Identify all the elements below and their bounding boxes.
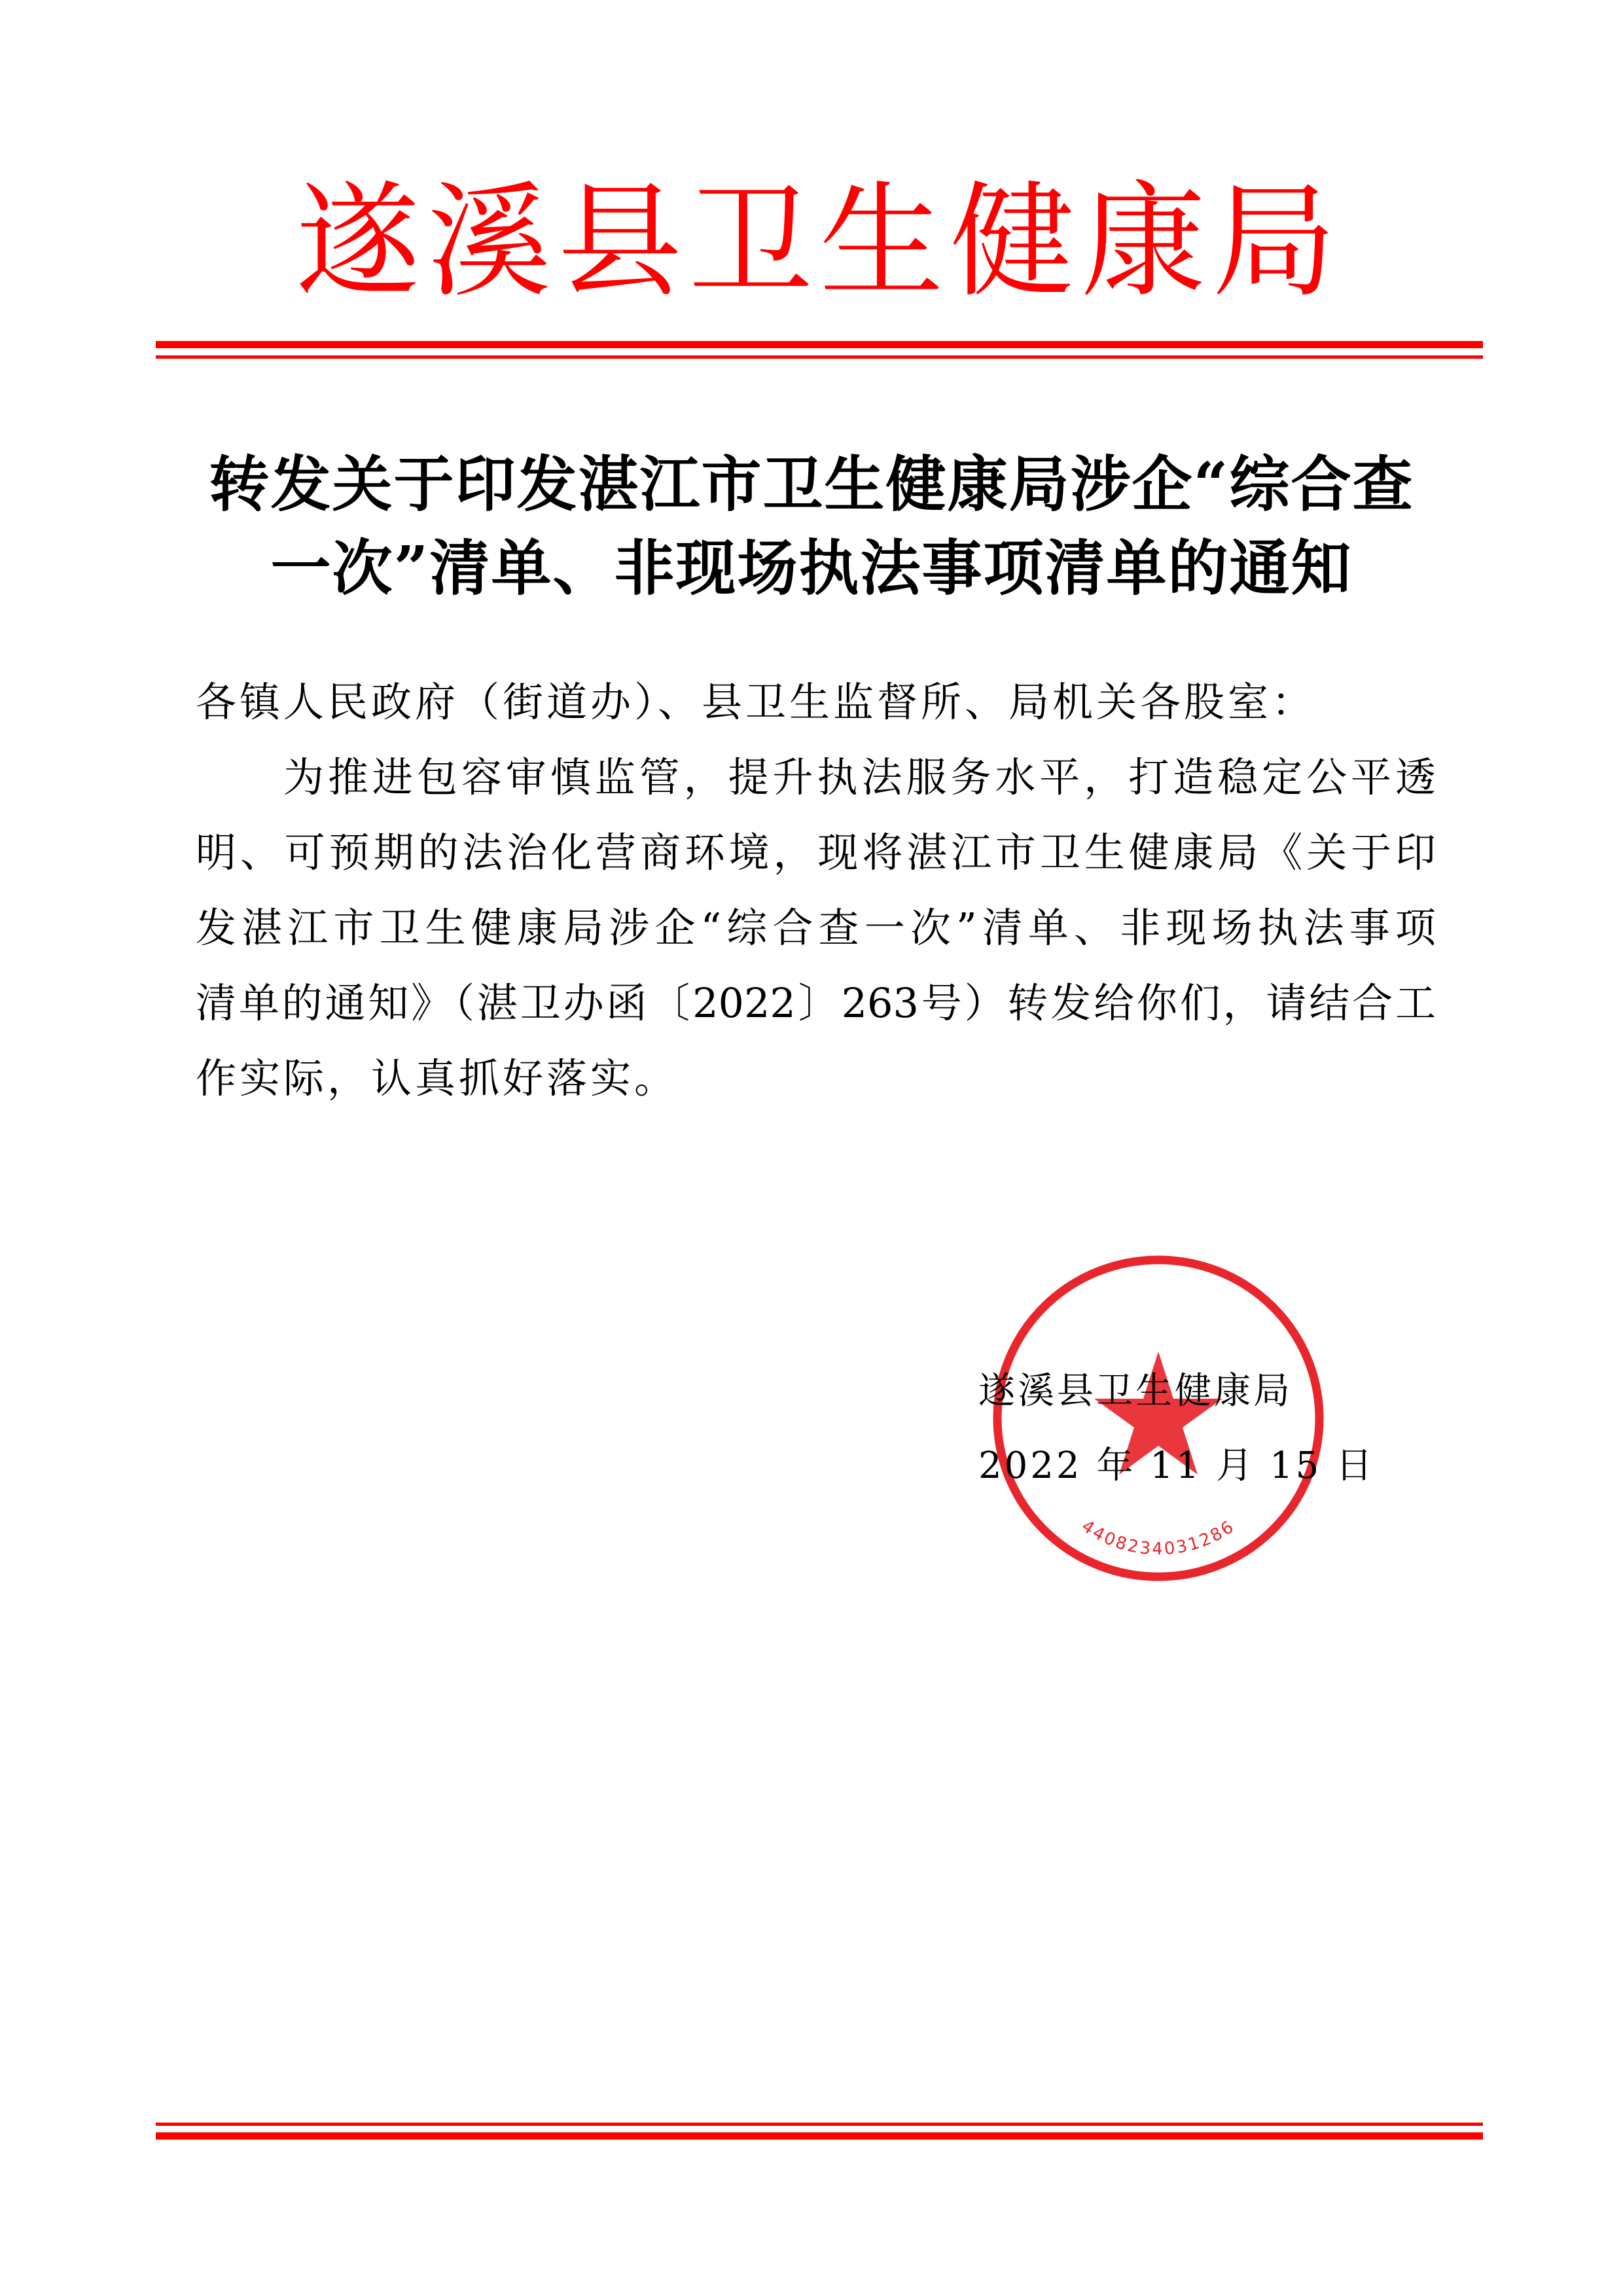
document-title-line-2: 一次”清单、非现场执法事项清单的通知	[270, 533, 1353, 603]
letterhead-org-name: 遂溪县卫生健康局	[295, 170, 1343, 314]
header-thick-rule	[156, 341, 1483, 348]
body-line: 发湛江市卫生健康局涉企“综合查一次”清单、非现场执法事项	[196, 904, 1436, 952]
body-line: 为推进包容审慎监管，提升执法服务水平，打造稳定公平透	[283, 753, 1436, 801]
header-thin-rule	[156, 355, 1483, 359]
salutation: 各镇人民政府（街道办）、县卫生监督所、局机关各股室：	[196, 678, 1316, 726]
body-line: 清单的通知》（湛卫办函〔2022〕263号）转发给你们，请结合工	[196, 979, 1436, 1027]
body-line: 明、可预期的法治化营商环境，现将湛江市卫生健康局《关于印	[196, 829, 1436, 876]
document-title-line-1: 转发关于印发湛江市卫生健康局涉企“综合查	[209, 449, 1414, 520]
seal-code: 4408234031286	[1078, 1516, 1239, 1559]
official-seal	[988, 1253, 1329, 1584]
signature-date: 2022 年 11 月 15 日	[978, 1444, 1376, 1487]
footer-thin-rule	[156, 2123, 1483, 2126]
body-line: 作实际，认真抓好落实。	[196, 1054, 679, 1102]
signature-org: 遂溪县卫生健康局	[978, 1370, 1293, 1412]
footer-thick-rule	[156, 2132, 1483, 2140]
